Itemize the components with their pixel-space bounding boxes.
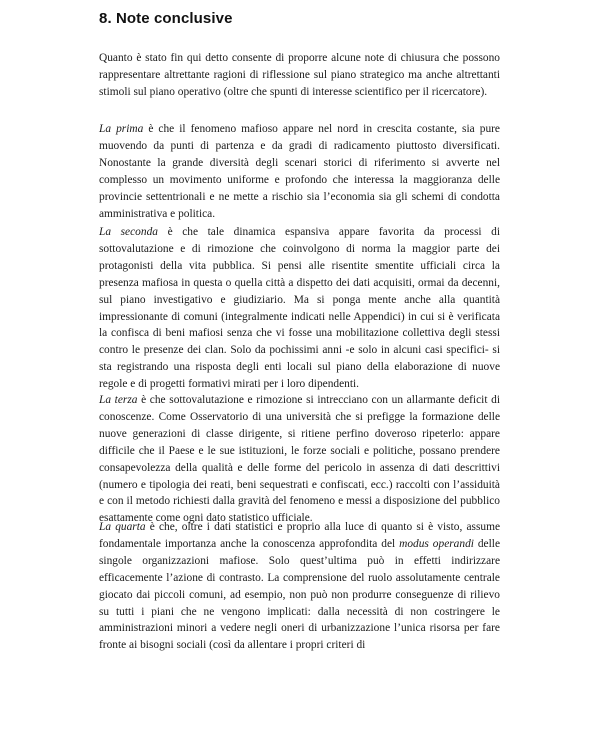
paragraph-lead: La terza (99, 394, 138, 406)
paragraph-emphasis: modus operandi (399, 537, 474, 550)
paragraph-first-point (99, 121, 500, 222)
paragraph-lead: La seconda (99, 226, 158, 238)
paragraph-text: delle singole organizzazioni mafiose. Solo quest’ultima può in effetti indirizzare efficacemente l’azione di contrasto. La comprensione del ruolo assolutamente centrale giocato dai piccoli comuni, ad esempio, non può non produrre conseguenze di rilievo su tutti i piani che ne vengono implicati: dalla necessità di non costringere le amministrazioni minori a vedere negli oneri di urbanizzazione l’unica risorsa per fare fronte ai bisogni sociali (così da allentare i propri criteri di (99, 537, 501, 652)
paragraph-third-point (99, 392, 500, 527)
paragraph-fourth-point (99, 519, 500, 654)
paragraph-text: è che il fenomeno mafioso appare nel nord in crescita costante, sia pure muovendo da punti di partenza e da gradi di radicamento piuttosto diversificati. Nonostante la grande diversità degli scenari storici di riferimento si avverte nel complesso un movimento uniforme e profondo che interessa la maggioranza delle provincie settentrionali e ne mette a rischio sia l’economia sia gli schemi di condotta amministrativa e politica. (99, 123, 500, 220)
section-heading: 8. Note conclusive (99, 10, 233, 27)
paragraph-text: è che tale dinamica espansiva appare favorita da processi di sottovalutazione e di rimozione che coinvolgono di norma la maggior parte dei protagonisti della vita pubblica. Si pensi alle risentite smentite ufficiali circa la presenza mafiosa in questa o quella città a dispetto dei dati acquisiti, ormai da decenni, sul piano investigativo e giudiziario. Ma si ponga mente anche alla quantità impressionante di comuni (integralmente indicati nelle Appendici) in cui si è verificata la confisca di beni mafiosi senza che vi fosse una mobilitazione collettiva degli stessi contro le presenze dei clan. Solo da pochissimi anni -e solo in alcuni casi specifici- si sta registrando una risposta degli enti locali sul piano della elaborazione di nuove regole e di progetti formativi mirati per i loro dipendenti. (99, 226, 500, 391)
paragraph-lead: La prima (99, 123, 144, 135)
paragraph-text: Quanto è stato fin qui detto consente di proporre alcune note di chiusura che possono rappresentare altrettante ragioni di riflessione sul piano strategico ma anche altrettanti stimoli sul piano operativo (oltre che spunti di interesse scientifico per il ricercatore). (99, 52, 500, 98)
paragraph-intro (99, 50, 500, 101)
paragraph-text: è che sottovalutazione e rimozione si intrecciano con un allarmante deficit di conoscenze. Come Osservatorio di una università che si prefigge la formazione delle nuove generazioni di classe dirigente, si ritiene perfino doveroso ripeterlo: appare difficile che il Paese e le sue istituzioni, le forze sociali e politiche, possano prendere consapevolezza della qualità e delle forme del pericolo in assenza di dati descrittivi (numero e tipologia dei reati, beni sequestrati e confiscati, ecc.) raccolti con l’assiduità e con il metodo richiesti dalla gravità del fenomeno e messi a disposizione del pubblico esattamente come ogni dato statistico ufficiale. (99, 394, 500, 525)
paragraph-lead: La quarta (99, 521, 146, 533)
paragraph-text: è che, oltre i dati statistici e proprio alla luce di quanto si è visto, assume fondamentale importanza anche la conoscenza approfondita del (99, 521, 500, 550)
paragraph-second-point (99, 224, 500, 393)
